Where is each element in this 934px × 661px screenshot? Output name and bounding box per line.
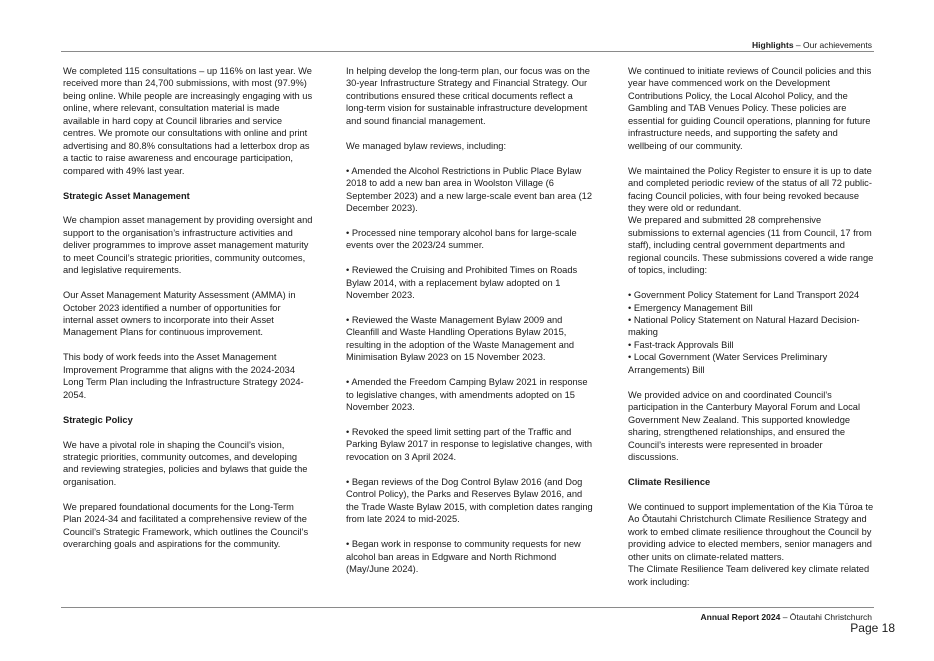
list-item: • Emergency Management Bill: [628, 302, 874, 314]
bylaw-item: • Amended the Freedom Camping Bylaw 2021 in response to legislative changes, with amendments adopted on 15 November 2023.: [346, 377, 588, 413]
heading-strategic-policy: Strategic Policy: [63, 414, 133, 425]
footer-city: Ōtautahi Christchurch: [789, 612, 872, 622]
column-1: [63, 65, 313, 563]
header-section: Highlights: [752, 40, 794, 50]
header-rule: [61, 51, 874, 52]
bylaw-reviews-intro: We managed bylaw reviews, including:: [346, 140, 507, 151]
list-item: • Fast-track Approvals Bill: [628, 339, 874, 351]
submission-topics-list: [628, 289, 874, 376]
strategic-policy-paragraph: We have a pivotal role in shaping the Council’s vision, strategic priorities, community outcomes, and developing and reviewing strategies, policies and bylaws that guide the organisation.: [63, 439, 308, 487]
running-header: [752, 40, 872, 50]
bylaw-item: • Began reviews of the Dog Control Bylaw 2016 (and Dog Control Policy), the Parks and Reserves Bylaw 2016, and the Trade Waste Bylaw 2015, with completion dates ranging from late 2024 to mid-2025.: [346, 476, 593, 525]
climate-team-paragraph: The Climate Resilience Team delivered key climate related work including:: [628, 564, 870, 587]
policy-register-paragraph: We maintained the Policy Register to ensure it is up to date and completed periodic review of the status of all 72 public-facing Council policies, with four being revoked because they were old or redundant.: [628, 165, 872, 213]
foundational-documents-paragraph: We prepared foundational documents for the Long-Term Plan 2024-34 and facilitated a comprehensive review of the Council’s Strategic Framework, which outlines the Council’s overarching goals and aspirations for the community.: [63, 501, 309, 550]
list-item: • Local Government (Water Services Preliminary Arrangements) Bill: [628, 351, 874, 376]
header-subsection: Our achievements: [803, 40, 872, 50]
policy-reviews-paragraph: We continued to initiate reviews of Council policies and this year have commenced work on the Development Contributions Policy, the Local Alcohol Policy, and the Gambling and TAB Venues Policy. These policies are essential for guiding Council operations, planning for future infrastructure needs, and supporting the safety and wellbeing of our community.: [628, 66, 872, 151]
asset-management-paragraph: We champion asset management by providing oversight and support to the organisation’s infrastructure activities and deliver programmes to improve asset management maturity to meet Council’s strategic priorities, community outcomes, and legislative requirements.: [63, 215, 313, 276]
footer-rule: [61, 607, 874, 608]
improvement-programme-paragraph: This body of work feeds into the Asset Management Improvement Programme that aligns with the 2024-2034 Long Term Plan including the Infrastructure Strategy 2024-2054.: [63, 352, 304, 400]
bylaw-item: • Reviewed the Cruising and Prohibited Times on Roads Bylaw 2014, with a replacement bylaw adopted on 1 November 2023.: [346, 265, 578, 301]
page-number: Page 18: [850, 621, 895, 635]
mayoral-forum-paragraph: We provided advice on and coordinated Council’s participation in the Canterbury Mayoral Forum and Local Government New Zealand. This supported knowledge sharing, strengthened relationships, and ensured the Council’s interests were represented in broader discussions.: [628, 389, 861, 462]
bylaw-item: • Revoked the speed limit setting part of the Traffic and Parking Bylaw 2017 in response to legislative changes, with revocation on 3 April 2024.: [346, 427, 592, 462]
column-3: [628, 65, 874, 588]
submissions-paragraph: We prepared and submitted 28 comprehensive submissions to external agencies (11 from Council, 17 from staff), including central government departments and regional councils. These submissions covered a wide range of topics, including:: [628, 215, 874, 276]
footer-separator: –: [780, 612, 790, 622]
list-item: • National Policy Statement on Natural Hazard Decision-making: [628, 314, 874, 339]
heading-climate-resilience: Climate Resilience: [628, 476, 711, 487]
long-term-plan-paragraph: In helping develop the long-term plan, our focus was on the 30-year Infrastructure Strategy and Financial Strategy. Our contributions ensured these critical documents reflect a long-term vision for sustainable infrastructure development and sound financial management.: [346, 66, 590, 126]
bylaw-item: • Began work in response to community requests for new alcohol ban areas in Edgware and North Richmond (May/June 2024).: [346, 539, 581, 574]
bylaw-item: • Processed nine temporary alcohol bans for large-scale events over the 2023/24 summer.: [346, 227, 577, 251]
header-separator: –: [793, 40, 804, 50]
footer-report-title: Annual Report 2024: [700, 612, 781, 622]
bylaw-item: • Amended the Alcohol Restrictions in Public Place Bylaw 2018 to add a new ban area in Woolston Village (6 September 2023) and a new large-scale event ban area (12 December 2023).: [346, 165, 593, 213]
consultations-paragraph: We completed 115 consultations – up 116% on last year. We received more than 24,700 submissions, with most (97.9%) being online. While people are increasingly engaging with us online, where relevant, consultation material is made available in hard copy at Council libraries and service centres. We promote our consultations with online and print advertising and 80.8% consultations had a letterbox drop as a tactic to raise awareness and encourage participation, compared with 49% last year.: [63, 66, 313, 176]
bylaw-item: • Reviewed the Waste Management Bylaw 2009 and Cleanfill and Waste Handling Operations Bylaw 2015, resulting in the adoption of the Waste Management and Minimisation Bylaw 2023 on 15 November 2023.: [346, 314, 575, 363]
column-2: [346, 65, 594, 588]
heading-strategic-asset-management: Strategic Asset Management: [63, 190, 190, 201]
list-item: • Government Policy Statement for Land Transport 2024: [628, 289, 874, 301]
climate-strategy-paragraph: We continued to support implementation of the Kia Tūroa te Ao Ōtautahi Christchurch Climate Resilience Strategy and work to embed climate resilience throughout the Council by providing advice to elected members, senior managers and other units on climate-related matters.: [628, 501, 874, 562]
running-footer: [701, 612, 872, 622]
amma-paragraph: Our Asset Management Maturity Assessment (AMMA) in October 2023 identified a number of opportunities for internal asset owners to incorporate into their Asset Management Plans for continuous improvement.: [63, 290, 296, 338]
